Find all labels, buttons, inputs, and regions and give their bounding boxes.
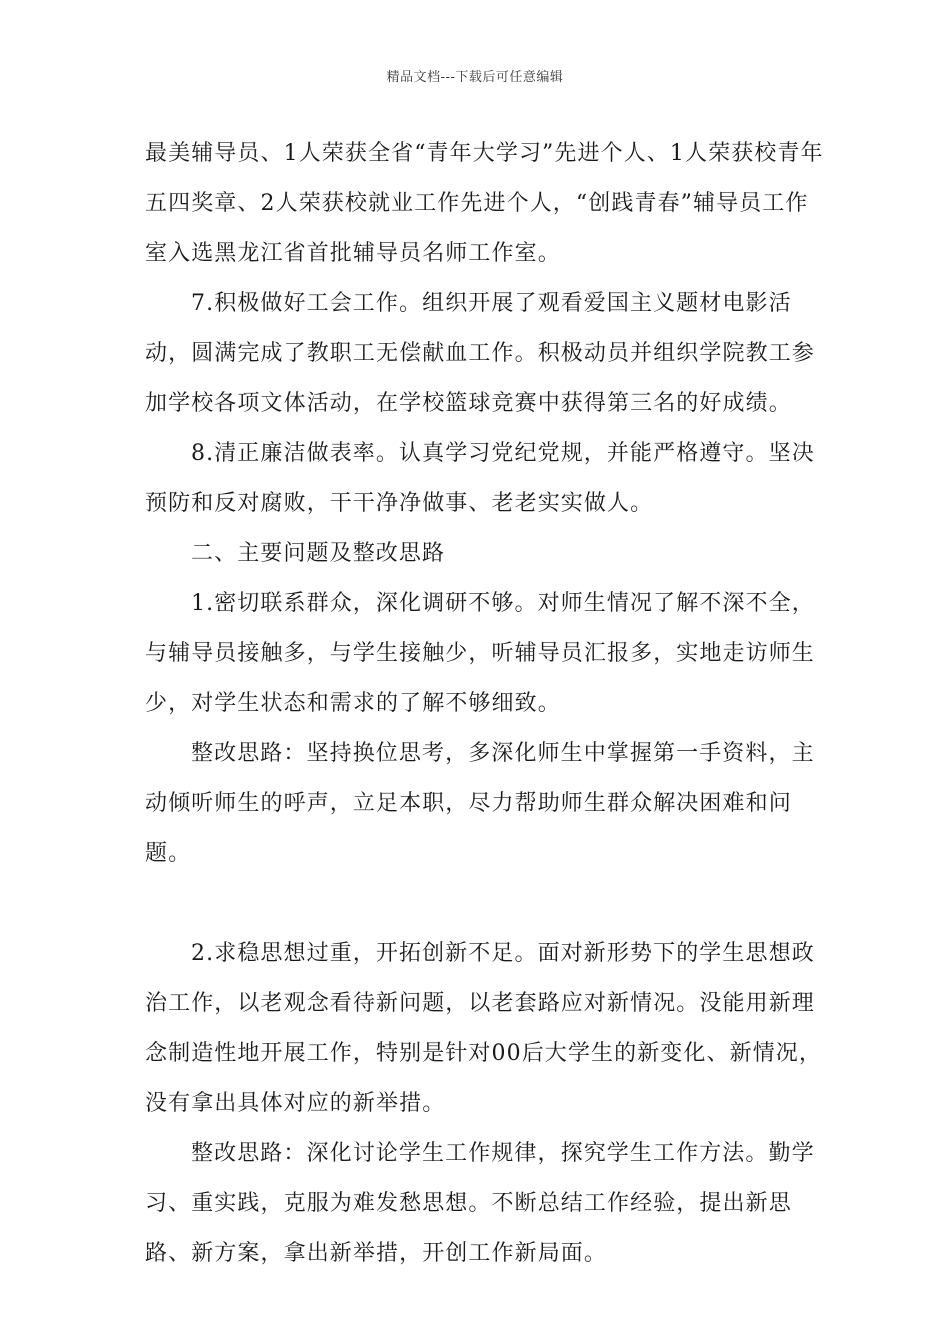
paragraph-continued: 最美辅导员、1人荣获全省“青年大学习”先进个人、1人荣获校青年五四奖章、2人荣获校就业工作先进个人，“创践青春”辅导员工作室入选黑龙江省首批辅导员名师工作室。 bbox=[145, 141, 824, 266]
page-header: 精品文档---下载后可任意编辑 bbox=[386, 70, 564, 85]
paragraph-item-7: 7.积极做好工会工作。组织开展了观看爱国主义题材电影活动，圆满完成了教职工无偿献血工作。积极动员并组织学院教工参加学校各项文体活动，在学校篮球竞赛中获得第三名的好成绩。 bbox=[145, 291, 815, 416]
paragraph-item-8: 8.清正廉洁做表率。认真学习党纪党规，并能严格遵守。坚决预防和反对腐败，干干净净做事、老老实实做人。 bbox=[145, 441, 815, 516]
section-heading: 二、主要问题及整改思路 bbox=[191, 541, 446, 566]
paragraph-rectification-1: 整改思路：坚持换位思考，多深化师生中掌握第一手资料，主动倾听师生的呼声，立足本职，尽力帮助师生群众解决困难和问题。 bbox=[145, 741, 815, 866]
paragraph-problem-2: 2.求稳思想过重，开拓创新不足。面对新形势下的学生思想政治工作，以老观念看待新问题，以老套路应对新情况。没能用新理念制造性地开展工作，特别是针对00后大学生的新变化、新情况，没有拿出具体对应的新举措。 bbox=[145, 941, 822, 1116]
paragraph-problem-1: 1.密切联系群众，深化调研不够。对师生情况了解不深不全，与辅导员接触多，与学生接触少，听辅导员汇报多，实地走访师生少，对学生状态和需求的了解不够细致。 bbox=[145, 591, 815, 716]
document-body bbox=[145, 129, 825, 1279]
paragraph-rectification-2: 整改思路：深化讨论学生工作规律，探究学生工作方法。勤学习、重实践，克服为难发愁思想。不断总结工作经验，提出新思路、新方案，拿出新举措，开创工作新局面。 bbox=[145, 1141, 815, 1266]
blank-line bbox=[145, 879, 825, 929]
